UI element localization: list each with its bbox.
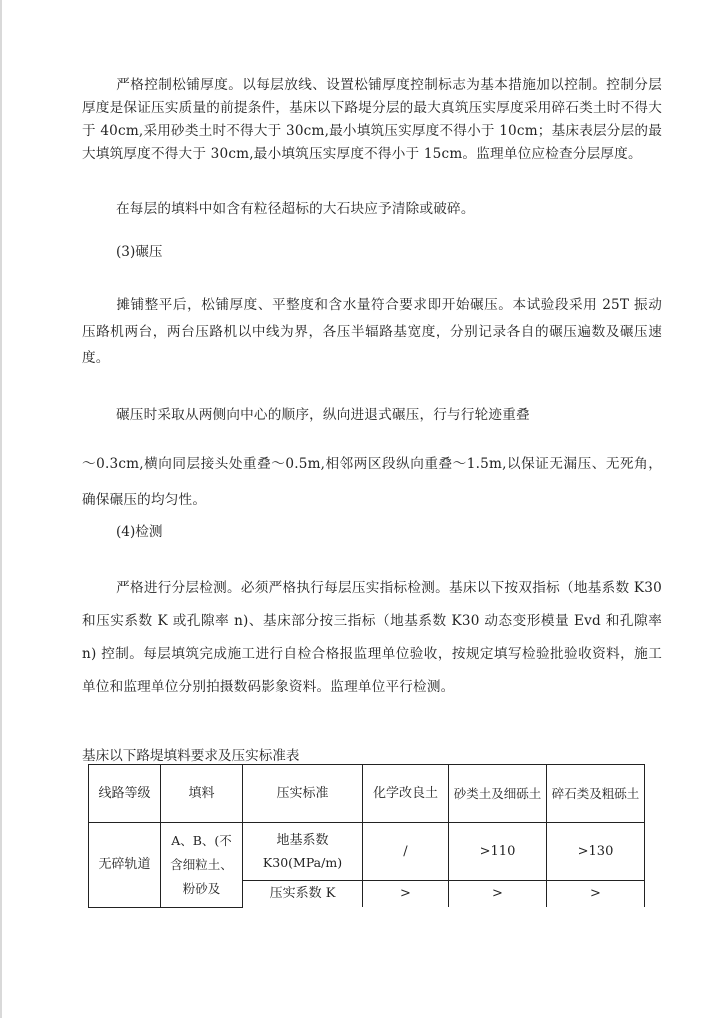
fill-requirements-table — [88, 764, 645, 908]
paragraph-compaction-order-b: ～0.3cm,横向同层接头处重叠～0.5m,相邻两区段纵向重叠～1.5m,以保证无漏压、无死角，确保碾压的均匀性。 — [82, 456, 662, 508]
header-line-grade: 线路等级 — [89, 765, 161, 823]
cell-value: > — [547, 881, 645, 908]
table-header-row — [89, 765, 645, 823]
cell-value: / — [363, 823, 449, 881]
paragraph-loose-thickness: 严格控制松铺厚度。以每层放线、设置松铺厚度控制标志为基本措施加以控制。控制分层厚度是保证压实质量的前提条件，基床以下路堤分层的最大真筑压实厚度采用碎石类土时不得大于 40cm,采用砂类土时不得大于 30cm,最小填筑压实厚度不得小于 10cm；基床表层分层的最大填筑厚度不得大于 30cm,最小填筑压实厚度不得小于 15cm。监理单位应检查分层厚度。 — [82, 77, 662, 162]
cell-fill-type: A、B、(不含细粒土、粉砂及 — [161, 823, 243, 908]
cell-subgrade-coefficient — [243, 823, 363, 881]
header-chemical-improved-soil: 化学改良土 — [363, 765, 449, 823]
header-compaction-standard: 压实标准 — [243, 765, 363, 823]
table-caption: 基床以下路堤填料要求及压实标准表 — [82, 748, 300, 764]
cell-value: >130 — [547, 823, 645, 881]
heading-testing: (4)检测 — [116, 524, 163, 540]
header-fill: 填料 — [161, 765, 243, 823]
paragraph-large-stones: 在每层的填料中如含有粒径超标的大石块应予清除或破碎。 — [116, 201, 475, 217]
table-row — [89, 823, 645, 881]
header-sand-fine-gravel: 砂类土及细砾土 — [449, 765, 547, 823]
page-edge — [0, 0, 2, 1018]
cell-compaction-coefficient: 压实系数 K — [243, 881, 363, 908]
paragraph-compaction-setup: 摊铺整平后，松铺厚度、平整度和含水量符合要求即开始碾压。本试验段采用 25T 振动压路机两台，两台压路机以中线为界，各压半辐路基宽度，分别记录各自的碾压遍数及碾压速度。 — [82, 297, 662, 366]
heading-compaction: (3)碾压 — [116, 244, 163, 260]
paragraph-compaction-order-a: 碾压时采取从两侧向中心的顺序，纵向进退式碾压，行与行轮迹重叠 — [116, 407, 530, 423]
cell-value: > — [363, 881, 449, 908]
cell-value: > — [449, 881, 547, 908]
cell-subgrade-coefficient-label: 地基系数 — [276, 832, 329, 848]
cell-value: >110 — [449, 823, 547, 881]
cell-subgrade-coefficient-unit: K30(MPa/m) — [262, 854, 343, 870]
cell-line-grade: 无碎轨道 — [89, 823, 161, 908]
header-crushed-coarse-gravel: 碎石类及粗砾土 — [547, 765, 645, 823]
paragraph-testing: 严格进行分层检测。必须严格执行每层压实指标检测。基床以下按双指标（地基系数 K30 和压实系数 K 或孔隙率 n)、基床部分按三指标（地基系数 K30 动态变形模量 Evd 和孔隙率 n) 控制。每层填筑完成施工进行自检合格报监理单位验收，按规定填写检验批验收资料，施工单位和监理单位分别拍摄数码影象资料。监理单位平行检测。 — [82, 580, 662, 695]
